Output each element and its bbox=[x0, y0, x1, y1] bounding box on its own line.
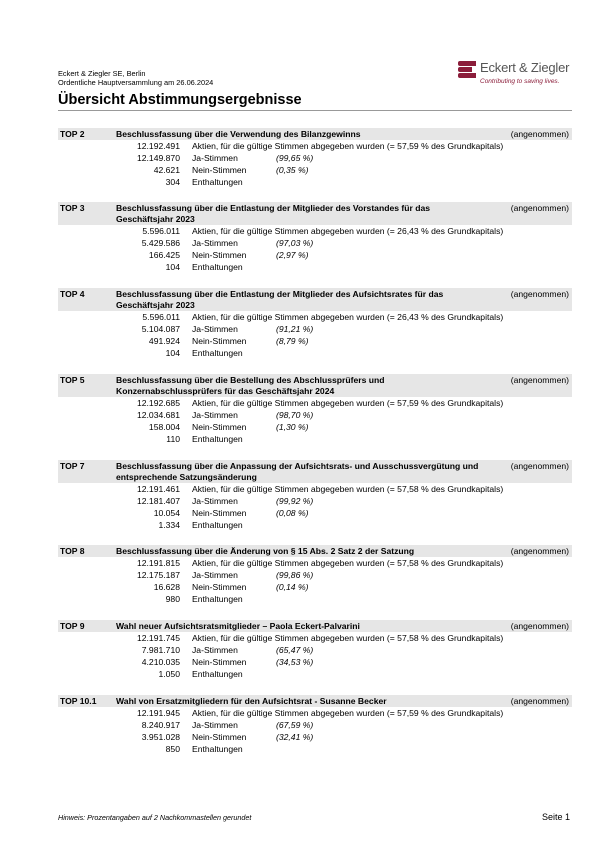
abstentions-label: Enthaltungen bbox=[192, 744, 243, 754]
agenda-item bbox=[58, 288, 572, 359]
no-votes-count: 3.951.028 bbox=[141, 732, 180, 742]
valid-shares-row bbox=[58, 483, 572, 495]
no-votes-row bbox=[58, 249, 572, 261]
agenda-item bbox=[58, 128, 572, 188]
valid-shares-label: Aktien, für die gültige Stimmen abgegeben wurden (= 26,43 % des Grundkapitals) bbox=[192, 226, 504, 236]
yes-votes-percent: (65,47 %) bbox=[276, 645, 314, 655]
status-badge: (angenommen) bbox=[510, 621, 569, 631]
valid-shares-label: Aktien, für die gültige Stimmen abgegeben wurden (= 26,43 % des Grundkapitals) bbox=[192, 312, 504, 322]
agenda-number: TOP 10.1 bbox=[60, 696, 97, 706]
abstentions-label: Enthaltungen bbox=[192, 669, 243, 679]
meeting-line: Ordentliche Hauptversammlung am 26.06.2024 bbox=[58, 78, 214, 87]
yes-votes-percent: (67,59 %) bbox=[276, 720, 314, 730]
abstentions-row bbox=[58, 593, 572, 605]
valid-shares-label: Aktien, für die gültige Stimmen abgegeben wurden (= 57,58 % des Grundkapitals) bbox=[192, 558, 504, 568]
agenda-number: TOP 9 bbox=[60, 621, 85, 631]
valid-shares-count: 12.191.945 bbox=[136, 708, 180, 718]
valid-shares-row bbox=[58, 707, 572, 719]
yes-votes-row bbox=[58, 644, 572, 656]
yes-votes-percent: (98,70 %) bbox=[276, 410, 314, 420]
yes-votes-count: 7.981.710 bbox=[141, 645, 180, 655]
vote-results bbox=[58, 557, 572, 605]
yes-votes-label: Ja-Stimmen bbox=[192, 645, 238, 655]
valid-shares-count: 12.192.491 bbox=[136, 141, 180, 151]
vote-results bbox=[58, 707, 572, 755]
agenda-item-header bbox=[58, 288, 572, 311]
yes-votes-row bbox=[58, 719, 572, 731]
agenda-number: TOP 2 bbox=[60, 129, 85, 139]
no-votes-count: 491.924 bbox=[148, 336, 180, 346]
agenda-number: TOP 4 bbox=[60, 289, 85, 299]
abstentions-count: 1.050 bbox=[158, 669, 180, 679]
agenda-title: Wahl von Ersatzmitgliedern für den Aufsichtsrat - Susanne Becker bbox=[116, 696, 387, 706]
agenda-number: TOP 5 bbox=[60, 375, 85, 385]
title-divider bbox=[58, 110, 572, 111]
no-votes-count: 158.004 bbox=[148, 422, 180, 432]
no-votes-percent: (1,30 %) bbox=[276, 422, 309, 432]
abstentions-row bbox=[58, 668, 572, 680]
valid-shares-label: Aktien, für die gültige Stimmen abgegeben wurden (= 57,59 % des Grundkapitals) bbox=[192, 141, 504, 151]
page-number: Seite 1 bbox=[541, 812, 570, 822]
valid-shares-count: 12.191.745 bbox=[136, 633, 180, 643]
agenda-number: TOP 3 bbox=[60, 203, 85, 213]
abstentions-count: 110 bbox=[166, 434, 180, 444]
abstentions-row bbox=[58, 261, 572, 273]
footer-note: Hinweis: Prozentangaben auf 2 Nachkommastellen gerundet bbox=[58, 813, 252, 822]
vote-results bbox=[58, 140, 572, 188]
vote-results bbox=[58, 397, 572, 445]
no-votes-percent: (0,35 %) bbox=[276, 165, 309, 175]
yes-votes-count: 12.034.681 bbox=[136, 410, 180, 420]
agenda-item bbox=[58, 545, 572, 605]
status-badge: (angenommen) bbox=[510, 289, 569, 299]
abstentions-count: 304 bbox=[165, 177, 180, 187]
yes-votes-row bbox=[58, 237, 572, 249]
yes-votes-count: 8.240.917 bbox=[141, 720, 180, 730]
yes-votes-count: 5.429.586 bbox=[141, 238, 180, 248]
logo-text: Eckert & Ziegler bbox=[480, 60, 570, 75]
valid-shares-row bbox=[58, 397, 572, 409]
agenda-item-header bbox=[58, 695, 572, 707]
company-line: Eckert & Ziegler SE, Berlin bbox=[58, 69, 146, 78]
no-votes-percent: (2,97 %) bbox=[276, 250, 309, 260]
abstentions-row bbox=[58, 176, 572, 188]
vote-results bbox=[58, 311, 572, 359]
yes-votes-percent: (97,03 %) bbox=[276, 238, 314, 248]
yes-votes-label: Ja-Stimmen bbox=[192, 720, 238, 730]
status-badge: (angenommen) bbox=[510, 696, 569, 706]
valid-shares-label: Aktien, für die gültige Stimmen abgegeben wurden (= 57,58 % des Grundkapitals) bbox=[192, 633, 504, 643]
no-votes-row bbox=[58, 507, 572, 519]
valid-shares-count: 12.192.685 bbox=[136, 398, 180, 408]
agenda-title: Beschlussfassung über die Anpassung der Aufsichtsrats- und Ausschussvergütung und entsprechende Satzungsänderung bbox=[116, 461, 479, 482]
yes-votes-label: Ja-Stimmen bbox=[192, 238, 238, 248]
abstentions-count: 980 bbox=[165, 594, 180, 604]
agenda-title: Wahl neuer Aufsichtsratsmitglieder – Paola Eckert-Palvarini bbox=[116, 621, 360, 631]
yes-votes-row bbox=[58, 152, 572, 164]
yes-votes-row bbox=[58, 323, 572, 335]
no-votes-percent: (0,08 %) bbox=[276, 508, 309, 518]
status-badge: (angenommen) bbox=[510, 546, 569, 556]
abstentions-count: 104 bbox=[165, 348, 180, 358]
logo-tagline: Contributing to saving lives. bbox=[480, 78, 560, 85]
yes-votes-count: 12.149.870 bbox=[136, 153, 180, 163]
vote-results bbox=[58, 632, 572, 680]
agenda-title: Beschlussfassung über die Änderung von § 15 Abs. 2 Satz 2 der Satzung bbox=[116, 546, 415, 556]
no-votes-count: 166.425 bbox=[148, 250, 180, 260]
yes-votes-label: Ja-Stimmen bbox=[192, 324, 238, 334]
no-votes-row bbox=[58, 164, 572, 176]
no-votes-label: Nein-Stimmen bbox=[192, 250, 247, 260]
yes-votes-label: Ja-Stimmen bbox=[192, 153, 238, 163]
vote-results bbox=[58, 225, 572, 273]
yes-votes-label: Ja-Stimmen bbox=[192, 570, 238, 580]
status-badge: (angenommen) bbox=[510, 461, 569, 471]
abstentions-label: Enthaltungen bbox=[192, 262, 243, 272]
valid-shares-count: 12.191.815 bbox=[136, 558, 180, 568]
no-votes-percent: (0,14 %) bbox=[276, 582, 309, 592]
agenda-item-header bbox=[58, 460, 572, 483]
no-votes-label: Nein-Stimmen bbox=[192, 165, 247, 175]
yes-votes-percent: (99,86 %) bbox=[276, 570, 314, 580]
abstentions-row bbox=[58, 433, 572, 445]
agenda-item bbox=[58, 374, 572, 445]
agenda-item-header bbox=[58, 545, 572, 557]
valid-shares-label: Aktien, für die gültige Stimmen abgegeben wurden (= 57,59 % des Grundkapitals) bbox=[192, 398, 504, 408]
yes-votes-percent: (99,92 %) bbox=[276, 496, 314, 506]
abstentions-count: 850 bbox=[165, 744, 180, 754]
page-title: Übersicht Abstimmungsergebnisse bbox=[58, 92, 302, 108]
company-logo bbox=[458, 58, 573, 92]
valid-shares-row bbox=[58, 225, 572, 237]
valid-shares-count: 12.191.461 bbox=[136, 484, 180, 494]
no-votes-row bbox=[58, 731, 572, 743]
yes-votes-count: 12.175.187 bbox=[136, 570, 180, 580]
valid-shares-row bbox=[58, 311, 572, 323]
no-votes-label: Nein-Stimmen bbox=[192, 732, 247, 742]
valid-shares-row bbox=[58, 557, 572, 569]
yes-votes-row bbox=[58, 495, 572, 507]
valid-shares-row bbox=[58, 140, 572, 152]
yes-votes-row bbox=[58, 409, 572, 421]
agenda-title: Beschlussfassung über die Verwendung des Bilanzgewinns bbox=[116, 129, 361, 139]
abstentions-row bbox=[58, 519, 572, 531]
agenda-title: Beschlussfassung über die Entlastung der Mitglieder des Vorstandes für das Geschäftsjahr 2023 bbox=[116, 203, 431, 224]
yes-votes-count: 12.181.407 bbox=[136, 496, 180, 506]
document-header bbox=[58, 69, 213, 87]
agenda-item-header bbox=[58, 128, 572, 140]
no-votes-percent: (8,79 %) bbox=[276, 336, 309, 346]
agenda-item bbox=[58, 695, 572, 755]
no-votes-percent: (32,41 %) bbox=[276, 732, 314, 742]
abstentions-row bbox=[58, 743, 572, 755]
abstentions-label: Enthaltungen bbox=[192, 434, 243, 444]
agenda-item-header bbox=[58, 202, 572, 225]
yes-votes-percent: (99,65 %) bbox=[276, 153, 314, 163]
agenda-item-header bbox=[58, 374, 572, 397]
valid-shares-label: Aktien, für die gültige Stimmen abgegeben wurden (= 57,58 % des Grundkapitals) bbox=[192, 484, 504, 494]
agenda-title: Beschlussfassung über die Entlastung der Mitglieder des Aufsichtsrates für das Geschäftsjahr 2023 bbox=[116, 289, 444, 310]
abstentions-count: 1.334 bbox=[158, 520, 180, 530]
no-votes-row bbox=[58, 581, 572, 593]
no-votes-row bbox=[58, 656, 572, 668]
valid-shares-count: 5.596.011 bbox=[142, 312, 180, 322]
agenda-item bbox=[58, 202, 572, 273]
yes-votes-label: Ja-Stimmen bbox=[192, 410, 238, 420]
yes-votes-count: 5.104.087 bbox=[141, 324, 180, 334]
yes-votes-percent: (91,21 %) bbox=[276, 324, 314, 334]
status-badge: (angenommen) bbox=[510, 375, 569, 385]
no-votes-label: Nein-Stimmen bbox=[192, 422, 247, 432]
abstentions-label: Enthaltungen bbox=[192, 348, 243, 358]
vote-results bbox=[58, 483, 572, 531]
agenda-number: TOP 8 bbox=[60, 546, 85, 556]
no-votes-count: 42.621 bbox=[153, 165, 180, 175]
logo-mark-icon bbox=[458, 61, 476, 79]
agenda-title: Beschlussfassung über die Bestellung des Abschlussprüfers und Konzernabschlussprüfers für das Geschäftsjahr 2024 bbox=[116, 375, 385, 396]
agenda-item bbox=[58, 620, 572, 680]
no-votes-count: 10.054 bbox=[153, 508, 180, 518]
abstentions-count: 104 bbox=[165, 262, 180, 272]
no-votes-count: 16.628 bbox=[153, 582, 180, 592]
no-votes-count: 4.210.035 bbox=[141, 657, 180, 667]
no-votes-label: Nein-Stimmen bbox=[192, 657, 247, 667]
yes-votes-row bbox=[58, 569, 572, 581]
yes-votes-label: Ja-Stimmen bbox=[192, 496, 238, 506]
valid-shares-label: Aktien, für die gültige Stimmen abgegeben wurden (= 57,59 % des Grundkapitals) bbox=[192, 708, 504, 718]
agenda-item-header bbox=[58, 620, 572, 632]
valid-shares-count: 5.596.011 bbox=[142, 226, 180, 236]
status-badge: (angenommen) bbox=[510, 203, 569, 213]
abstentions-row bbox=[58, 347, 572, 359]
no-votes-label: Nein-Stimmen bbox=[192, 582, 247, 592]
agenda-number: TOP 7 bbox=[60, 461, 85, 471]
agenda-item bbox=[58, 460, 572, 531]
abstentions-label: Enthaltungen bbox=[192, 177, 243, 187]
valid-shares-row bbox=[58, 632, 572, 644]
no-votes-row bbox=[58, 421, 572, 433]
status-badge: (angenommen) bbox=[510, 129, 569, 139]
abstentions-label: Enthaltungen bbox=[192, 594, 243, 604]
no-votes-label: Nein-Stimmen bbox=[192, 336, 247, 346]
no-votes-label: Nein-Stimmen bbox=[192, 508, 247, 518]
no-votes-percent: (34,53 %) bbox=[276, 657, 314, 667]
abstentions-label: Enthaltungen bbox=[192, 520, 243, 530]
no-votes-row bbox=[58, 335, 572, 347]
